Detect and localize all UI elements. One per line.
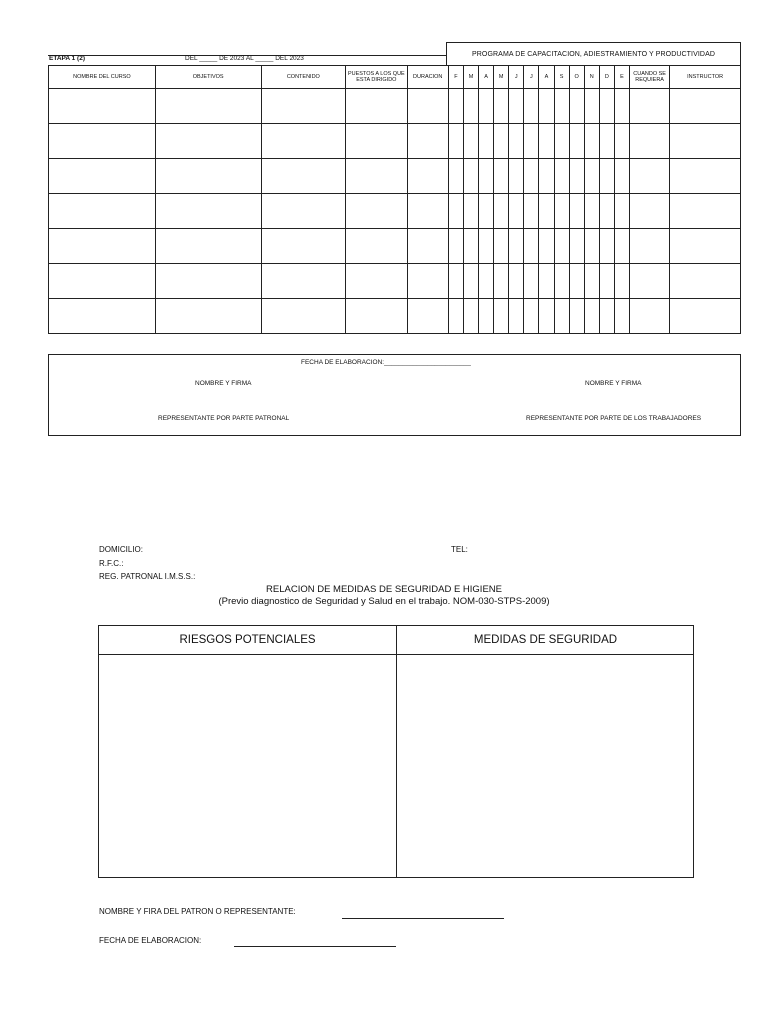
table-cell[interactable] <box>407 159 448 194</box>
table-cell[interactable] <box>629 264 669 299</box>
table-row <box>49 159 741 194</box>
table-cell[interactable] <box>599 299 614 334</box>
table-cell[interactable] <box>155 124 261 159</box>
col-month-apr: A <box>479 66 494 89</box>
table-row <box>49 264 741 299</box>
table-cell[interactable] <box>479 229 494 264</box>
table-cell[interactable] <box>569 194 584 229</box>
col-nombre-curso: NOMBRE DEL CURSO <box>49 66 156 89</box>
table-cell[interactable] <box>539 159 554 194</box>
table-cell[interactable] <box>599 124 614 159</box>
table-cell[interactable] <box>407 299 448 334</box>
table-cell[interactable] <box>599 194 614 229</box>
table-cell[interactable] <box>407 194 448 229</box>
table-cell[interactable] <box>49 159 156 194</box>
table-cell[interactable] <box>448 194 463 229</box>
table-cell[interactable] <box>494 229 509 264</box>
table-cell[interactable] <box>49 89 156 124</box>
col-contenido: CONTENIDO <box>261 66 346 89</box>
table-cell[interactable] <box>346 264 407 299</box>
table-cell[interactable] <box>629 229 669 264</box>
table-cell[interactable] <box>346 124 407 159</box>
table-cell[interactable] <box>49 264 156 299</box>
table-cell[interactable] <box>407 124 448 159</box>
table-cell[interactable] <box>614 229 629 264</box>
table-cell[interactable] <box>463 89 478 124</box>
table-cell[interactable] <box>629 194 669 229</box>
table-cell[interactable] <box>670 229 741 264</box>
table-cell[interactable] <box>524 124 539 159</box>
table-cell[interactable] <box>524 159 539 194</box>
table-cell[interactable] <box>448 89 463 124</box>
rfc-label: R.F.C.: <box>99 559 124 568</box>
table-cell[interactable] <box>346 194 407 229</box>
table-cell[interactable] <box>569 229 584 264</box>
table-cell[interactable] <box>599 89 614 124</box>
table-cell[interactable] <box>494 89 509 124</box>
relacion-title: RELACION DE MEDIDAS DE SEGURIDAD E HIGIENE <box>266 584 502 595</box>
table-cell[interactable] <box>614 89 629 124</box>
table-cell[interactable] <box>614 299 629 334</box>
table-cell[interactable] <box>554 89 569 124</box>
col-month-may: M <box>494 66 509 89</box>
table-cell[interactable] <box>494 264 509 299</box>
program-table <box>48 65 741 334</box>
table-cell[interactable] <box>509 264 524 299</box>
program-body <box>49 89 741 334</box>
table-cell[interactable] <box>554 299 569 334</box>
table-row <box>49 194 741 229</box>
table-cell[interactable] <box>261 229 346 264</box>
fecha-elaboracion-top: FECHA DE ELABORACION:________________________ <box>301 359 471 366</box>
table-cell[interactable] <box>261 264 346 299</box>
table-cell[interactable] <box>155 89 261 124</box>
table-cell[interactable] <box>599 229 614 264</box>
col-duracion: DURACION <box>407 66 448 89</box>
table-cell[interactable] <box>670 299 741 334</box>
table-cell[interactable] <box>479 299 494 334</box>
table-cell[interactable] <box>584 89 599 124</box>
nombre-firma-trabajadores: NOMBRE Y FIRMA <box>585 380 642 387</box>
table-cell[interactable] <box>524 229 539 264</box>
firma-patron-label: NOMBRE Y FIRA DEL PATRON O REPRESENTANTE: <box>99 907 296 916</box>
table-cell[interactable] <box>463 229 478 264</box>
col-month-nov: N <box>584 66 599 89</box>
table-cell[interactable] <box>407 229 448 264</box>
table-cell[interactable] <box>569 264 584 299</box>
table-cell[interactable] <box>539 124 554 159</box>
table-cell[interactable] <box>554 264 569 299</box>
table-cell[interactable] <box>509 159 524 194</box>
col-puestos: PUESTOS A LOS QUE ESTA DIRIGIDO <box>346 66 407 89</box>
table-cell[interactable] <box>49 229 156 264</box>
table-cell[interactable] <box>509 299 524 334</box>
table-cell[interactable] <box>629 124 669 159</box>
table-cell[interactable] <box>614 194 629 229</box>
col-month-aug: A <box>539 66 554 89</box>
domicilio-label: DOMICILIO: <box>99 545 144 554</box>
table-cell[interactable] <box>479 264 494 299</box>
table-cell[interactable] <box>155 229 261 264</box>
table-cell[interactable] <box>509 89 524 124</box>
table-cell[interactable] <box>448 159 463 194</box>
table-cell[interactable] <box>539 299 554 334</box>
table-cell[interactable] <box>155 299 261 334</box>
col-instructor: INSTRUCTOR <box>670 66 741 89</box>
table-cell[interactable] <box>584 299 599 334</box>
table-cell[interactable] <box>155 159 261 194</box>
table-cell[interactable] <box>629 159 669 194</box>
table-cell[interactable] <box>448 299 463 334</box>
table-cell[interactable] <box>584 124 599 159</box>
table-row <box>49 124 741 159</box>
program-header-row <box>49 66 741 89</box>
table-cell[interactable] <box>539 89 554 124</box>
col-medidas-seguridad: MEDIDAS DE SEGURIDAD <box>473 634 618 646</box>
table-cell[interactable] <box>261 124 346 159</box>
table-cell[interactable] <box>261 194 346 229</box>
table-cell[interactable] <box>554 229 569 264</box>
table-cell[interactable] <box>155 264 261 299</box>
table-cell[interactable] <box>494 124 509 159</box>
riesgos-medidas-table <box>98 625 694 878</box>
table-cell[interactable] <box>584 159 599 194</box>
col-month-dec: D <box>599 66 614 89</box>
table-cell[interactable] <box>509 124 524 159</box>
table-cell[interactable] <box>569 124 584 159</box>
table-cell[interactable] <box>670 194 741 229</box>
table-cell[interactable] <box>554 194 569 229</box>
fecha-elaboracion-line[interactable] <box>234 946 396 947</box>
col-month-oct: O <box>569 66 584 89</box>
table-cell[interactable] <box>479 124 494 159</box>
table-cell[interactable] <box>261 89 346 124</box>
table-cell[interactable] <box>346 299 407 334</box>
col-cuando: CUANDO SE REQUIERA <box>629 66 669 89</box>
table-cell[interactable] <box>599 264 614 299</box>
table-cell[interactable] <box>539 264 554 299</box>
col-month-jul: J <box>524 66 539 89</box>
column-divider <box>396 626 397 877</box>
table-cell[interactable] <box>569 299 584 334</box>
table-cell[interactable] <box>479 89 494 124</box>
table-cell[interactable] <box>509 229 524 264</box>
table-cell[interactable] <box>614 159 629 194</box>
representante-patronal: REPRESENTANTE POR PARTE PATRONAL <box>158 415 290 422</box>
table-cell[interactable] <box>407 89 448 124</box>
period-label: DEL _____ DE 2023 AL _____ DEL 2023 <box>185 55 304 62</box>
table-cell[interactable] <box>524 89 539 124</box>
fecha-elaboracion-label: FECHA DE ELABORACION: <box>99 936 202 945</box>
relacion-subtitle: (Previo diagnostico de Seguridad y Salud en el trabajo. NOM-030-STPS-2009) <box>218 596 550 607</box>
table-cell[interactable] <box>524 299 539 334</box>
table-cell[interactable] <box>479 194 494 229</box>
table-cell[interactable] <box>494 299 509 334</box>
reg-patronal-label: REG. PATRONAL I.M.S.S.: <box>99 572 196 581</box>
signature-box <box>48 354 741 436</box>
table-cell[interactable] <box>448 229 463 264</box>
table-cell[interactable] <box>569 159 584 194</box>
table-cell[interactable] <box>463 299 478 334</box>
table-cell[interactable] <box>479 159 494 194</box>
col-month-sep: S <box>554 66 569 89</box>
table-cell[interactable] <box>49 299 156 334</box>
table-cell[interactable] <box>346 89 407 124</box>
table-cell[interactable] <box>463 124 478 159</box>
table-cell[interactable] <box>584 194 599 229</box>
table-cell[interactable] <box>569 89 584 124</box>
program-title: PROGRAMA DE CAPACITACION, ADIESTRAMIENTO Y PRODUCTIVIDAD <box>446 42 741 66</box>
table-cell[interactable] <box>463 264 478 299</box>
nombre-firma-patronal: NOMBRE Y FIRMA <box>195 380 252 387</box>
col-month-jun: J <box>509 66 524 89</box>
table-row <box>49 89 741 124</box>
table-cell[interactable] <box>670 89 741 124</box>
col-month-feb: F <box>448 66 463 89</box>
table-cell[interactable] <box>629 299 669 334</box>
table-cell[interactable] <box>554 159 569 194</box>
table-cell[interactable] <box>670 159 741 194</box>
table-cell[interactable] <box>346 229 407 264</box>
table-cell[interactable] <box>670 124 741 159</box>
table-cell[interactable] <box>524 194 539 229</box>
table-cell[interactable] <box>346 159 407 194</box>
table-cell[interactable] <box>49 124 156 159</box>
firma-patron-line[interactable] <box>342 918 504 919</box>
table-cell[interactable] <box>261 159 346 194</box>
table-cell[interactable] <box>614 264 629 299</box>
col-objetivos: OBJETIVOS <box>155 66 261 89</box>
table-cell[interactable] <box>463 159 478 194</box>
table-cell[interactable] <box>629 89 669 124</box>
col-month-mar: M <box>463 66 478 89</box>
table-cell[interactable] <box>448 264 463 299</box>
table-cell[interactable] <box>463 194 478 229</box>
table-cell[interactable] <box>614 124 629 159</box>
table-cell[interactable] <box>407 264 448 299</box>
tel-label: TEL: <box>451 545 468 554</box>
table-cell[interactable] <box>599 159 614 194</box>
etapa-label: ETAPA 1 (2) <box>49 55 85 62</box>
table-cell[interactable] <box>584 264 599 299</box>
col-riesgos-potenciales: RIESGOS POTENCIALES <box>179 634 316 646</box>
table-cell[interactable] <box>539 194 554 229</box>
col-month-jan: E <box>614 66 629 89</box>
table-cell[interactable] <box>155 194 261 229</box>
table-cell[interactable] <box>584 229 599 264</box>
table-cell[interactable] <box>524 264 539 299</box>
representante-trabajadores: REPRESENTANTE POR PARTE DE LOS TRABAJADORES <box>526 415 702 422</box>
table-cell[interactable] <box>670 264 741 299</box>
table-cell[interactable] <box>539 229 554 264</box>
table-cell[interactable] <box>494 159 509 194</box>
table-row <box>49 229 741 264</box>
header-divider <box>99 654 693 655</box>
table-cell[interactable] <box>49 194 156 229</box>
table-cell[interactable] <box>554 124 569 159</box>
table-cell[interactable] <box>261 299 346 334</box>
table-cell[interactable] <box>494 194 509 229</box>
table-row <box>49 299 741 334</box>
table-cell[interactable] <box>448 124 463 159</box>
table-cell[interactable] <box>509 194 524 229</box>
